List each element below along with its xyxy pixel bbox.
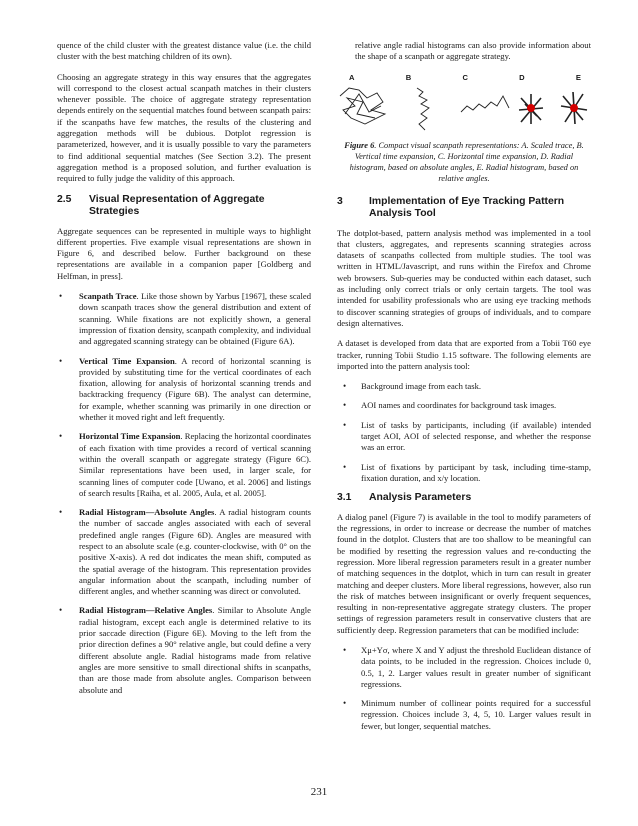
figure-letter-d: D [519, 72, 525, 82]
item-text: Minimum number of collinear points required for a successful regression. Choices include 3, 4, 5, 10. Larger values result in fewer, but longer, sequential matches. [361, 698, 591, 731]
mean-shift-dot-e [570, 104, 578, 112]
section-title: Visual Representation of Aggregate Strategies [89, 193, 265, 218]
paragraph: relative angle radial histograms can also provide information about the shape of a scanpath or aggregate strategy. [355, 40, 591, 62]
paragraph: Aggregate sequences can be represented in multiple ways to highlight different properties. Five example visual representations are shown in Figure 6, and described below. Further background on these representations are available in a companion paper [Goldberg and Helfman, in press]. [57, 225, 311, 281]
vertical-time-graphic [417, 88, 429, 130]
item-text: Background image from each task. [361, 381, 482, 392]
item-label: Vertical Time Expansion [79, 355, 175, 366]
item-text: List of tasks by participants, including (if available) intended target AOI, AOI of selected response, and whether the response was an error. [361, 419, 591, 453]
item-text: AOI names and coordinates for background task images. [361, 400, 557, 411]
page-number: 231 [310, 786, 328, 798]
item-text: . A radial histogram counts the number of saccade angles associated with each of several predefined angle ranges (Figure 6D). Angles are measured with respect to an absolute scale (e.g. counter-clockwise, with 0° on the positive X-axis). A red dot indicates the mean shift, computed as the spatial average of the histogram. This representation provides angular information about the scanpath, including number of different angles, and whether scanning was direct or convoluted. [79, 507, 311, 597]
bullet-icon: • [59, 605, 63, 616]
section-heading-3-1 [337, 492, 591, 505]
right-column [337, 40, 591, 740]
list-item [341, 420, 591, 454]
item-text: . A record of horizontal scanning is provided by substituting time for the vertical coordinates of each fixation, allowing for analysis of horizontal scanning trends and backtracking frequency (Figure 6B). The analyst can determine, for example, whether scanning was primarily in one direction or whether it moved right and left frequently. [79, 355, 311, 423]
item-text: . Like those shown by Yarbus [1967], these scaled down scanpath traces show the general distribution and extent of scanning. While fixations are not explicitly shown, a general impression of fixation density, scanpath complexity, and individual and aggregated scanning strategy can be obtained (Figure 6A). [79, 291, 311, 347]
item-text: List of fixations by participant by task, including time-stamp, fixation duration, and x/y location. [361, 461, 591, 483]
bullet-list [57, 291, 311, 696]
bullet-list [341, 381, 591, 484]
bullet-icon: • [59, 507, 63, 518]
list-item [341, 645, 591, 690]
figure-letter-e: E [575, 72, 581, 82]
bullet-icon: • [343, 698, 347, 709]
figure-letter-b: B [405, 72, 412, 82]
figure-letter-a: A [349, 72, 355, 82]
bullet-icon: • [343, 645, 347, 655]
figure-letters [337, 72, 591, 84]
figure-6-graphics [337, 84, 591, 136]
list-item [57, 431, 311, 499]
item-text: Xμ+Yσ, where X and Y adjust the threshold Euclidean distance of data points, to be included in the regression. Choices include 0, 0.5, 1, 2. Larger values result in greater number of significant regressions. [361, 645, 591, 689]
list-item [341, 462, 591, 485]
bullet-icon: • [343, 419, 347, 430]
scaled-trace-graphic [340, 88, 385, 124]
bullet-list [341, 645, 591, 732]
section-number: 2.5 [57, 193, 72, 205]
list-item [341, 400, 591, 411]
bullet-icon: • [59, 291, 63, 302]
section-number: 3 [337, 195, 343, 207]
mean-shift-dot-d [527, 104, 535, 112]
section-title: Implementation of Eye Tracking Pattern Analysis Tool [369, 195, 565, 220]
bullet-icon: • [59, 431, 63, 442]
item-text: . Replacing the horizontal coordinates of each fixation with time provides a record of vertical scanning within the overall scanpath or aggregate strategy (Figure 6C). Similar representations have been used, in larger scale, for scanning lines of computer code [Uwano, et al. 2006] and listings of search results [Raiha, et al. 2005, Aula, et al. 2005]. [79, 431, 311, 498]
item-label: Radial Histogram—Absolute Angles [79, 507, 215, 518]
figure-caption [343, 140, 585, 184]
paragraph: The dotplot-based, pattern analysis method was implemented in a tool that clusters, aggregates, and represents scanning strategies across datasets of scanpaths collected from multiple studies. The tool was written in HTML/Javascript, and runs within the Firefox and Chrome web browsers. Sub-queries may be conducted within each dataset, such as including only correct trials or only certain targets. The tool was intended for usability professionals who are using eye tracking methods to discover scanning strategies of groups of individuals, and to compare design alternatives. [337, 227, 591, 328]
bullet-icon: • [343, 381, 347, 392]
bullet-icon: • [59, 355, 63, 366]
list-item [57, 291, 311, 347]
section-heading-3 [337, 196, 591, 221]
list-item [57, 605, 311, 695]
paragraph: A dialog panel (Figure 7) is available in the tool to modify parameters of the regressions, in order to increase or decrease the number of matches found in the dotplot. Clusters that are too shallow to be meaningful can be modified by resetting the regression values and re-conducting the regression. More liberal regression parameters result in a greater number of matching sequences in the dotplot, which in turn can result in greater matching and deeper clusters. More liberal regressions, however, also run the risk of matches between insignificant or overly frequent sequences, resulting in non-representative aggregate strategy clusters. The proper settings of regression parameters result in conservative clusters that are sufficiently deep. Regression parameters that can be modified include: [337, 511, 591, 635]
left-column [57, 40, 311, 704]
paragraph: Choosing an aggregate strategy in this way ensures that the aggregates will correspond to the closest actual scanpath matches in their clusters whenever possible. The choice of aggregate strategy representation depends entirely on the sequential matches found between scanpath pairs: if the scanpaths have few matches, the results of the clustering and aggregation methods will be dubious. Dotplot regression is parameterized, however, and it is usually possible to vary the parameters to find additional sequential matches (See Section 3.2). The present aggregation method is a proposed solution, and further evaluation is required to fully judge the validity of this approach. [57, 71, 311, 184]
horizontal-time-graphic [461, 96, 509, 112]
bullet-icon: • [343, 400, 347, 411]
section-title: Analysis Parameters [369, 492, 472, 504]
list-item [57, 356, 311, 424]
item-label: Scanpath Trace [79, 291, 137, 302]
list-item [341, 698, 591, 732]
paragraph: quence of the child cluster with the greatest distance value (i.e. the child cluster with the best matching children of its own). [57, 40, 311, 62]
item-label: Radial Histogram—Relative Angles [79, 605, 213, 616]
item-text: . Similar to Absolute Angle radial histogram, except each angle is determined relative to its prior saccade direction (Figure 6E). Moving to the left from the prior direction defines a 90° relative angle, but could define a very different absolute angle. Radial histograms made from relative angles are more sensitive to small directional shifts in scanpaths, than are those made from absolute angles. Comparison between absolute and [79, 605, 311, 695]
section-heading-2-5 [57, 194, 311, 219]
bullet-icon: • [343, 461, 347, 472]
section-number: 3.1 [337, 492, 352, 504]
figure-letter-c: C [462, 72, 468, 82]
caption-text: . Compact visual scanpath representations: A. Scaled trace, B. Vertical time expansion, C. Horizontal time expansion, D. Radial histogram, based on absolute angles, E. Radial histogram, based on relative angles. [349, 140, 584, 183]
figure-6 [337, 72, 591, 138]
paragraph: A dataset is developed from data that are exported from a Tobii T60 eye tracker, running Tobii Studio 1.15 software. The following elements are imported into the pattern analysis tool: [337, 338, 591, 371]
item-label: Horizontal Time Expansion [79, 431, 181, 442]
caption-label: Figure 6 [344, 140, 375, 150]
list-item [57, 507, 311, 597]
list-item [341, 381, 591, 392]
